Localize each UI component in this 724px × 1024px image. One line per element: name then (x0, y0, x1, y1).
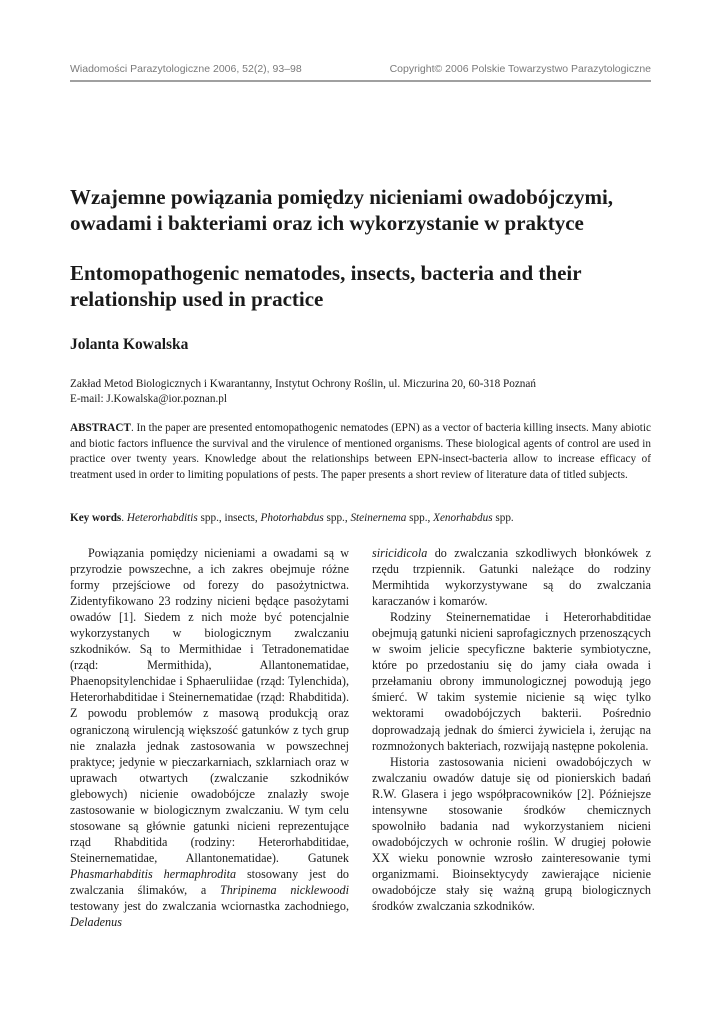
species-name: Deladenus (70, 915, 122, 930)
keyword-photorhabdus: Photorhabdus (260, 512, 324, 524)
author-name: Jolanta Kowalska (70, 336, 189, 353)
affiliation-text: Zakład Metod Biologicznych i Kwarantanny, Instytut Ochrony Roślin, ul. Miczurina 20, 60-318 Poznań (70, 378, 536, 390)
species-name: Phasmarhabditis hermaphrodita (70, 866, 237, 881)
keywords-label: Key words (70, 512, 122, 524)
title-english-line-2: relationship used in practice (70, 287, 324, 311)
title-english (70, 260, 660, 312)
keywords (70, 511, 651, 526)
header-divider (70, 80, 651, 82)
paragraph-text: stosowany jest do zwalczania ślimaków, a (70, 866, 349, 897)
body-paragraph: Historia zastosowania nicieni owadobójczych w zwalczaniu owadów datuje się od pionierskich badań R.W. Glasera i jego współpracowników [2]. Późniejsze intensywne stosowanie środków chemicznych spowolniło badania nad wykorzystaniem nicieni owadobójczych w ochronie roślin. W drugiej połowie XX wieku ponownie wzrosło zainteresowanie tymi organizmami. Bioinsektycydy zawierające nicienie owadobójcze stały się ważną grupą biologicznych środków zwalczania szkodników. (372, 754, 651, 914)
running-header (70, 63, 651, 75)
title-polish-line-1: Wzajemne powiązania pomiędzy nicieniami owadobójczymi, (70, 185, 614, 209)
keywords-text-3: spp., (406, 512, 434, 524)
body-paragraph (70, 545, 349, 930)
species-name: Thripinema nicklewoodi (219, 882, 350, 897)
keywords-text-1: spp., insects, (197, 512, 261, 524)
paragraph-text: do zwalczania szkodliwych błonkówek z rzędu trzpiennik. Gatunki należące do rodziny Mermihtida wykorzystywane są do zwalczania karaczanów i komarów. (372, 546, 651, 609)
title-polish-line-2: owadami i bakteriami oraz ich wykorzystanie w praktyce (70, 211, 584, 235)
abstract-label: ABSTRACT (70, 422, 131, 434)
body-column-right (372, 545, 651, 914)
keyword-steinernema: Steinernema (350, 512, 407, 524)
body-paragraph (372, 545, 651, 609)
abstract-text: . In the paper are presented entomopathogenic nematodes (EPN) as a vector of bacteria killing insects. Many abiotic and biotic factors influence the survival and the virulence of mentioned organisms. These biological agents of control are used in practice over twenty years. Knowledge about the relationships between EPN-insect-bacteria allow to increase efficacy of treatment used in order to limiting populations of pests. The paper presents a short review of literature data of titled subjects. (70, 422, 651, 481)
author-email: E-mail: J.Kowalska@ior.poznan.pl (70, 393, 227, 405)
body-column-left (70, 545, 349, 930)
keywords-text-4: spp. (492, 512, 514, 524)
keywords-separator: . (121, 512, 127, 524)
paragraph-text: Powiązania pomiędzy nicieniami a owadami są w przyrodzie powszechne, a ich zakres obejmuje różne formy przejściowe od forezy do pasożytnictwa. Zidentyfikowano 23 rodziny nicieni będące pasożytami owadów [1]. Siedem z nich może być potencjalnie wykorzystanych w biologicznym zwalczaniu szkodników. Są to Mermithidae i Tetradonematidae (rząd: Mermithida), Allantonematidae, Phaenopsitylenchidae i Sphaeruliidae (rząd: Tylenchida), Heterorhabditidae i Steinernematidae (rząd: Rhabditida). Z powodu problemów z masową produkcją oraz ograniczoną wirulencją większość gatunków z tych grup nie znalazła jednak zastosowania w powszechnej praktyce; jedynie w pieczarkarniach, szklarniach oraz w uprawach otwartych (zwalczanie szkodników glebowych) nicienie owadobójcze znalazły swoje zastosowanie w biologicznym zwalczaniu. W tym celu stosowane są głównie gatunki nicieni reprezentujące rząd Rhabditida (rodziny: Heterorhabditidae, Steinernematidae, Allantonematidae). Gatunek (70, 546, 349, 865)
paragraph-text: testowany jest do zwalczania wciornastka zachodniego, (70, 899, 349, 914)
body-paragraph: Rodziny Steinernematidae i Heterorhabditidae obejmują gatunki nicieni saprofagicznych przenoszących w swoim jelicie specyficzne bakterie symbiotyczne, które po przedostaniu się do jamy ciała owada i przełamaniu obrony immunologicznej powodują jego śmierć. W takim systemie nicienie są więc tylko wektorami owadobójczych bakterii. Pośrednio doprowadzają jednak do śmierci żywiciela i, żerując na rozmnożonych bakteriach, rozwijają następne pokolenia. (372, 610, 651, 753)
copyright-notice: Copyright© 2006 Polskie Towarzystwo Parazytologiczne (389, 63, 651, 75)
affiliation-block (70, 377, 660, 407)
keyword-xenorhabdus: Xenorhabdus (433, 512, 493, 524)
journal-citation: Wiadomości Parazytologiczne 2006, 52(2), 93–98 (70, 63, 302, 75)
species-name: siricidicola (372, 546, 428, 560)
title-polish (70, 184, 660, 236)
keyword-heterorhabditis: Heterorhabditis (126, 512, 198, 524)
abstract (70, 421, 651, 483)
keywords-text-2: spp., (323, 512, 351, 524)
title-english-line-1: Entomopathogenic nematodes, insects, bacteria and their (70, 261, 582, 285)
